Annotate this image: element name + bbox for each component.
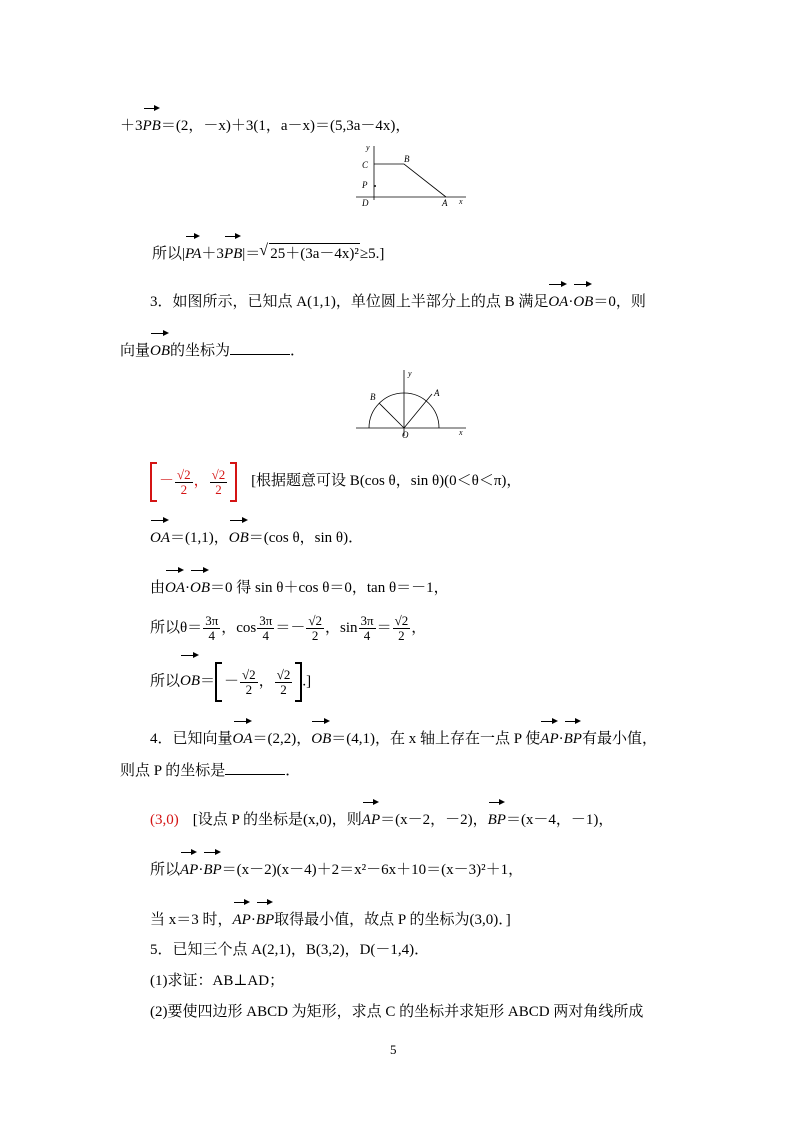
ans3-line5 [150,662,311,702]
frac-den: 2 [245,681,253,697]
vector-oa: OA [548,294,569,310]
text: · [558,731,564,747]
text: · [185,580,191,596]
text: ＋3 [120,118,143,134]
ans4-line1 [150,810,613,830]
text: 4．已知向量 [150,731,233,747]
vector-ob: OB [150,343,171,359]
q4-line1 [150,729,657,749]
text: ，cos [221,620,257,636]
text: ． [285,763,301,779]
answer-blank [225,760,285,775]
text: |＝ [242,246,261,262]
text: ＝0，则 [593,294,646,310]
q5-line2: (1)求证：AB⊥AD； [150,973,285,989]
vector-ob: OB [180,663,200,699]
text: 3．如图所示，已知点 A(1,1)，单位圆上半部分上的点 B 满足 [150,294,549,310]
frac-num: √2 [177,466,191,482]
vector-ap: AP [180,862,199,878]
text: 则点 P 的坐标是 [120,763,226,779]
ans4-line3 [150,910,511,930]
text: ＝(x－4，－1)， [505,812,614,828]
ans3-line2 [150,528,363,548]
text: ， [193,473,209,490]
frac-den: 4 [262,628,270,644]
ans3-line4 [150,610,426,646]
frac-num: √2 [276,666,291,682]
vector-ob: OB [228,530,249,546]
text: ＝ [200,673,216,690]
text: ＝(cos θ，sin θ)． [248,530,364,546]
vector-oa: OA [150,530,170,546]
ans3-line3 [150,578,449,598]
label-y: y [366,143,370,152]
vector-oa: OA [165,580,186,596]
label-c: C [362,160,369,170]
vector-ob: OB [311,731,332,747]
sqrt-expression: √ 25＋(3a－4x)² [269,243,360,264]
text: ＝(2,2)， [252,731,312,747]
vector-bp: BP [203,862,222,878]
frac-num: 3π [205,613,219,629]
text: － [224,673,240,690]
frac-num: √2 [242,666,256,682]
text: · [250,912,256,928]
vector-pa: PA [185,246,202,262]
vector-ob: OB [573,294,594,310]
frac-den: 4 [363,628,371,644]
label-x: x [459,428,463,437]
text: 由 [150,580,166,596]
frac-num: √2 [308,613,322,629]
text: 向量 [120,343,151,359]
q5-line3: (2)要使四边形 ABCD 为矩形，求点 C 的坐标并求矩形 ABCD 两对角线所成 [150,1004,644,1020]
frac-den: 2 [180,481,188,497]
label-y: y [408,369,412,378]
vector-pb: PB [142,118,161,134]
text: 所以θ＝ [150,620,203,636]
text: · [198,862,204,878]
q5-line1: 5．已知三个点 A(2,1)，B(3,2)，D(－1,4)． [150,942,430,958]
label-p: P [362,180,368,190]
vector-ob: OB [190,580,211,596]
text: ，sin [325,620,358,636]
label-o: O [402,430,409,440]
frac-num: √2 [211,466,226,482]
vector-ap: AP [232,912,251,928]
text: 有最小值， [581,731,657,747]
text: [设点 P 的坐标是(x,0)，则 [192,812,362,828]
text: 所以 [150,673,181,690]
vector-oa: OA [232,731,253,747]
text: ＝(1,1)， [170,530,229,546]
text: ＝(2，－x)＋3(1，a－x)＝(5,3a－4x)， [160,118,411,134]
vector-ap: AP [540,731,559,747]
frac-den: 2 [311,628,319,644]
label-b: B [370,392,376,402]
text: ＝(x－2，－2)， [380,812,488,828]
text: ＋3 [201,246,224,262]
text: 取得最小值，故点 P 的坐标为(3,0)．] [274,912,511,928]
q3-line2 [120,340,305,361]
trapezoid-figure [352,142,472,212]
frac-num: √2 [394,613,409,629]
text: ＝(x－2)(x－4)＋2＝x²－6x＋10＝(x－3)²＋1， [221,862,524,878]
frac-den: 2 [280,681,287,697]
ans3-line1 [150,462,521,502]
text: .] [302,673,312,690]
text: · [568,294,574,310]
vector-bp: BP [563,731,582,747]
vector-bp: BP [487,812,506,828]
ans4-line2 [150,860,523,880]
text: ＝0 得 sin θ＋cos θ＝0，tan θ＝－1， [210,580,449,596]
vector-bp: BP [255,912,275,928]
label-d: D [362,198,369,208]
frac-den: 2 [215,481,222,497]
label-a: A [442,198,448,208]
answer-3: － $\frac{√2}{2}$ ， $\frac{√2}{2}$ [150,473,241,489]
text: [根据题意可设 B(cos θ，sin θ)(0＜θ＜π)， [251,473,522,490]
q3-line1 [150,292,646,312]
answer-blank [230,340,290,355]
text: ， [258,673,274,690]
label-a: A [434,388,440,398]
text: 当 x＝3 时， [150,912,233,928]
line-conclusion [152,243,384,264]
text: ＝－ [275,620,306,636]
text: 所以| [152,246,186,262]
frac-den: 4 [208,628,215,644]
vector-ap: AP [361,812,381,828]
frac-num: 3π [259,613,273,629]
text: ≥5.] [359,246,385,262]
text: 所以 [150,862,181,878]
vector-pb: PB [223,246,243,262]
line-continuation [120,116,410,136]
text: 的坐标为 [170,343,231,359]
frac-den: 2 [398,628,405,644]
answer-4: (3,0) [150,812,179,828]
page-number: 5 [390,1042,397,1057]
label-x: x [459,197,463,206]
text: ＝ [376,620,392,636]
label-b: B [404,154,410,164]
semicircle-figure [352,368,472,440]
text: ， [411,620,427,636]
text: ． [290,343,306,359]
frac-num: 3π [360,613,374,629]
text: ＝(4,1)，在 x 轴上存在一点 P 使 [331,731,541,747]
q4-line2 [120,760,300,781]
